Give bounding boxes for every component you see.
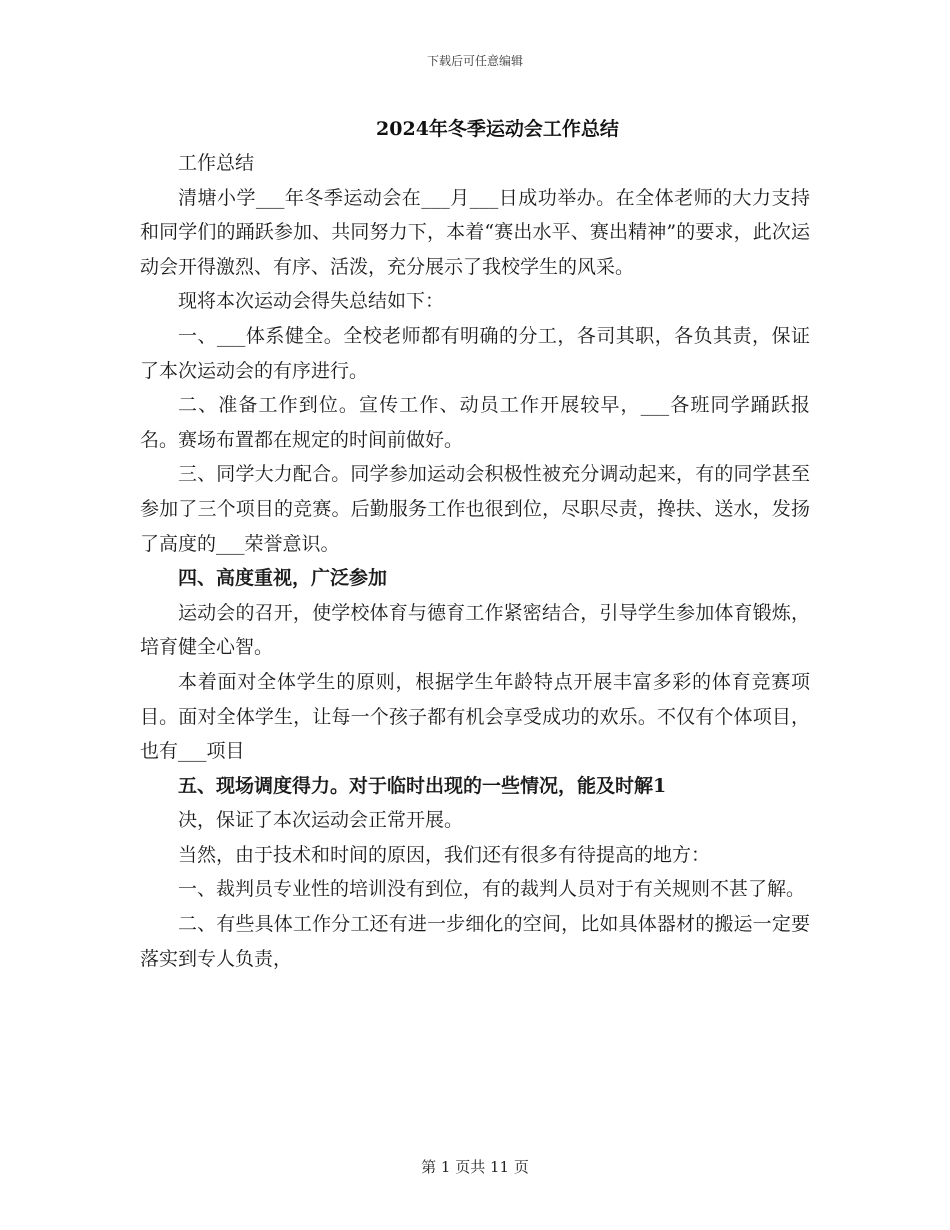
page-header-note: 下载后可任意编辑 bbox=[426, 54, 523, 68]
document-body bbox=[140, 146, 810, 976]
page-number-footer: 第 1 页共 11 页 bbox=[421, 1158, 529, 1176]
paragraph-2: 现将本次运动会得失总结如下： bbox=[178, 290, 445, 313]
paragraph-5: 三、同学大力配合。同学参加运动会积极性被充分调动起来，有的同学甚至参加了三个项目的竞赛。后勤服务工作也很到位，尽职尽责，搀扶、送水，发扬了高度的___荣誉意识。 bbox=[140, 463, 810, 555]
paragraph-8: 本着面对全体学生的原则，根据学生年龄特点开展丰富多彩的体育竞赛项目。面对全体学生，让每一个孩子都有机会享受成功的欢乐。不仅有个体项目，也有___项目 bbox=[140, 670, 810, 763]
paragraph-1: 清塘小学___年冬季运动会在___月___日成功举办。在全体老师的大力支持和同学们的踊跃参加、共同努力下，本着“赛出水平、赛出精神”的要求，此次运动会开得激烈、有序、活泼，充分展示了我校学生的风采。 bbox=[140, 186, 810, 278]
paragraph-12: 一、裁判员专业性的培训没有到位，有的裁判人员对于有关规则不甚了解。 bbox=[178, 878, 806, 901]
section-heading-5: 五、现场调度得力。对于临时出现的一些情况，能及时解1 bbox=[178, 774, 667, 797]
document-title: 2024年冬季运动会工作总结 bbox=[376, 118, 619, 140]
paragraph-13: 二、有些具体工作分工还有进一步细化的空间，比如具体器材的搬运一定要落实到专人负责， bbox=[140, 913, 810, 970]
paragraph-10: 决，保证了本次运动会正常开展。 bbox=[178, 809, 464, 832]
section-heading-4: 四、高度重视，广泛参加 bbox=[178, 567, 388, 590]
paragraph-0: 工作总结 bbox=[178, 152, 255, 174]
paragraph-11: 当然，由于技术和时间的原因，我们还有很多有待提高的地方： bbox=[178, 843, 711, 866]
paragraph-3: 一、___体系健全。全校老师都有明确的分工，各司其职，各负其责，保证了本次运动会的有序进行。 bbox=[140, 324, 810, 382]
paragraph-4: 二、准备工作到位。宣传工作、动员工作开展较早，___各班同学踊跃报名。赛场布置都在规定的时间前做好。 bbox=[140, 394, 810, 451]
paragraph-7: 运动会的召开，使学校体育与德育工作紧密结合，引导学生参加体育锻炼，培育健全心智。 bbox=[140, 601, 810, 659]
